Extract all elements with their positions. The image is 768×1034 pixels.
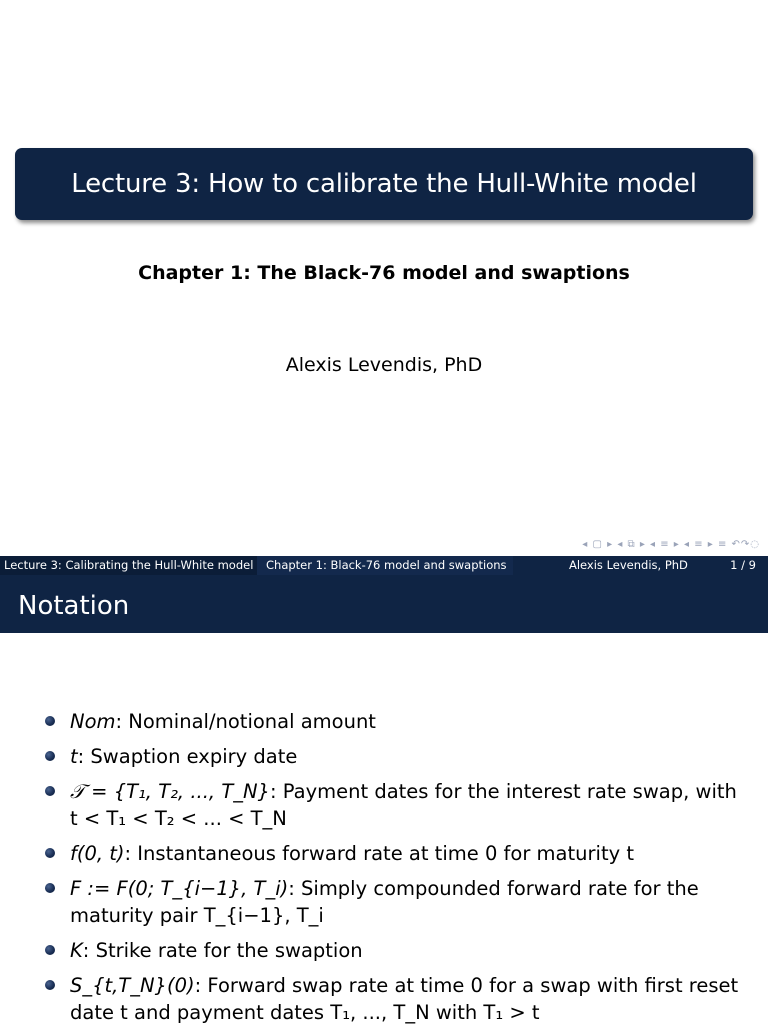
notation-symbol: f(0, t)	[70, 842, 125, 865]
bullet-icon	[45, 980, 55, 990]
notation-slide-content	[0, 633, 768, 1024]
list-item	[0, 778, 768, 832]
bullet-icon	[45, 883, 55, 893]
notation-text: : Forward swap rate at time 0 for a swap with first reset date t and payment dates T₁, ..., T_N with T₁ > t	[70, 974, 739, 1024]
frame-title: Notation	[0, 575, 768, 633]
notation-text: : Instantaneous forward rate at time 0 for maturity t	[124, 842, 634, 865]
list-item	[0, 937, 768, 964]
list-item	[0, 840, 768, 867]
notation-symbol: t	[70, 745, 78, 768]
page-number: 1 / 9	[730, 558, 756, 572]
notation-symbol: K	[70, 939, 83, 962]
list-item	[0, 875, 768, 929]
list-item	[0, 972, 768, 1026]
notation-text: : Nominal/notional amount	[115, 710, 376, 733]
list-item	[0, 743, 768, 770]
bullet-icon	[45, 848, 55, 858]
bullet-icon	[45, 751, 55, 761]
notation-text: : Swaption expiry date	[77, 745, 298, 768]
bullet-icon	[45, 716, 55, 726]
notation-symbol: 𝒯 = {T₁, T₂, ..., T_N}	[70, 780, 270, 803]
slide-footer	[0, 556, 768, 575]
beamer-navigation-icons[interactable]: ◂ ▢ ▸ ◂ ⧉ ▸ ◂ ≡ ▸ ◂ ≡ ▸ ≡ ↶↷◌	[582, 539, 760, 550]
notation-symbol: F := F(0; T_{i−1}, T_i)	[70, 877, 289, 900]
bullet-icon	[45, 945, 55, 955]
footer-author: Alexis Levendis, PhD	[569, 558, 688, 572]
notation-symbol: Nom	[70, 710, 116, 733]
footer-chapter: Chapter 1: Black-76 model and swaptions	[257, 556, 513, 575]
list-item	[0, 708, 768, 735]
notation-list	[0, 708, 768, 1034]
author-name: Alexis Levendis, PhD	[285, 354, 483, 376]
footer-short-title: Lecture 3: Calibrating the Hull-White model	[0, 556, 257, 575]
lecture-title: Lecture 3: How to calibrate the Hull-White model	[15, 148, 753, 220]
notation-text: : Simply compounded forward rate for the maturity pair T_{i−1}, T_i	[70, 877, 699, 927]
footer-author-page	[513, 556, 768, 575]
notation-text: : Strike rate for the swaption	[82, 939, 363, 962]
notation-text: : Payment dates for the interest rate swap, with t < T₁ < T₂ < ... < T_N	[70, 780, 737, 830]
notation-symbol: S_{t,T_N}(0)	[70, 974, 195, 997]
chapter-subtitle: Chapter 1: The Black-76 model and swaptions	[138, 262, 630, 284]
bullet-icon	[45, 786, 55, 796]
